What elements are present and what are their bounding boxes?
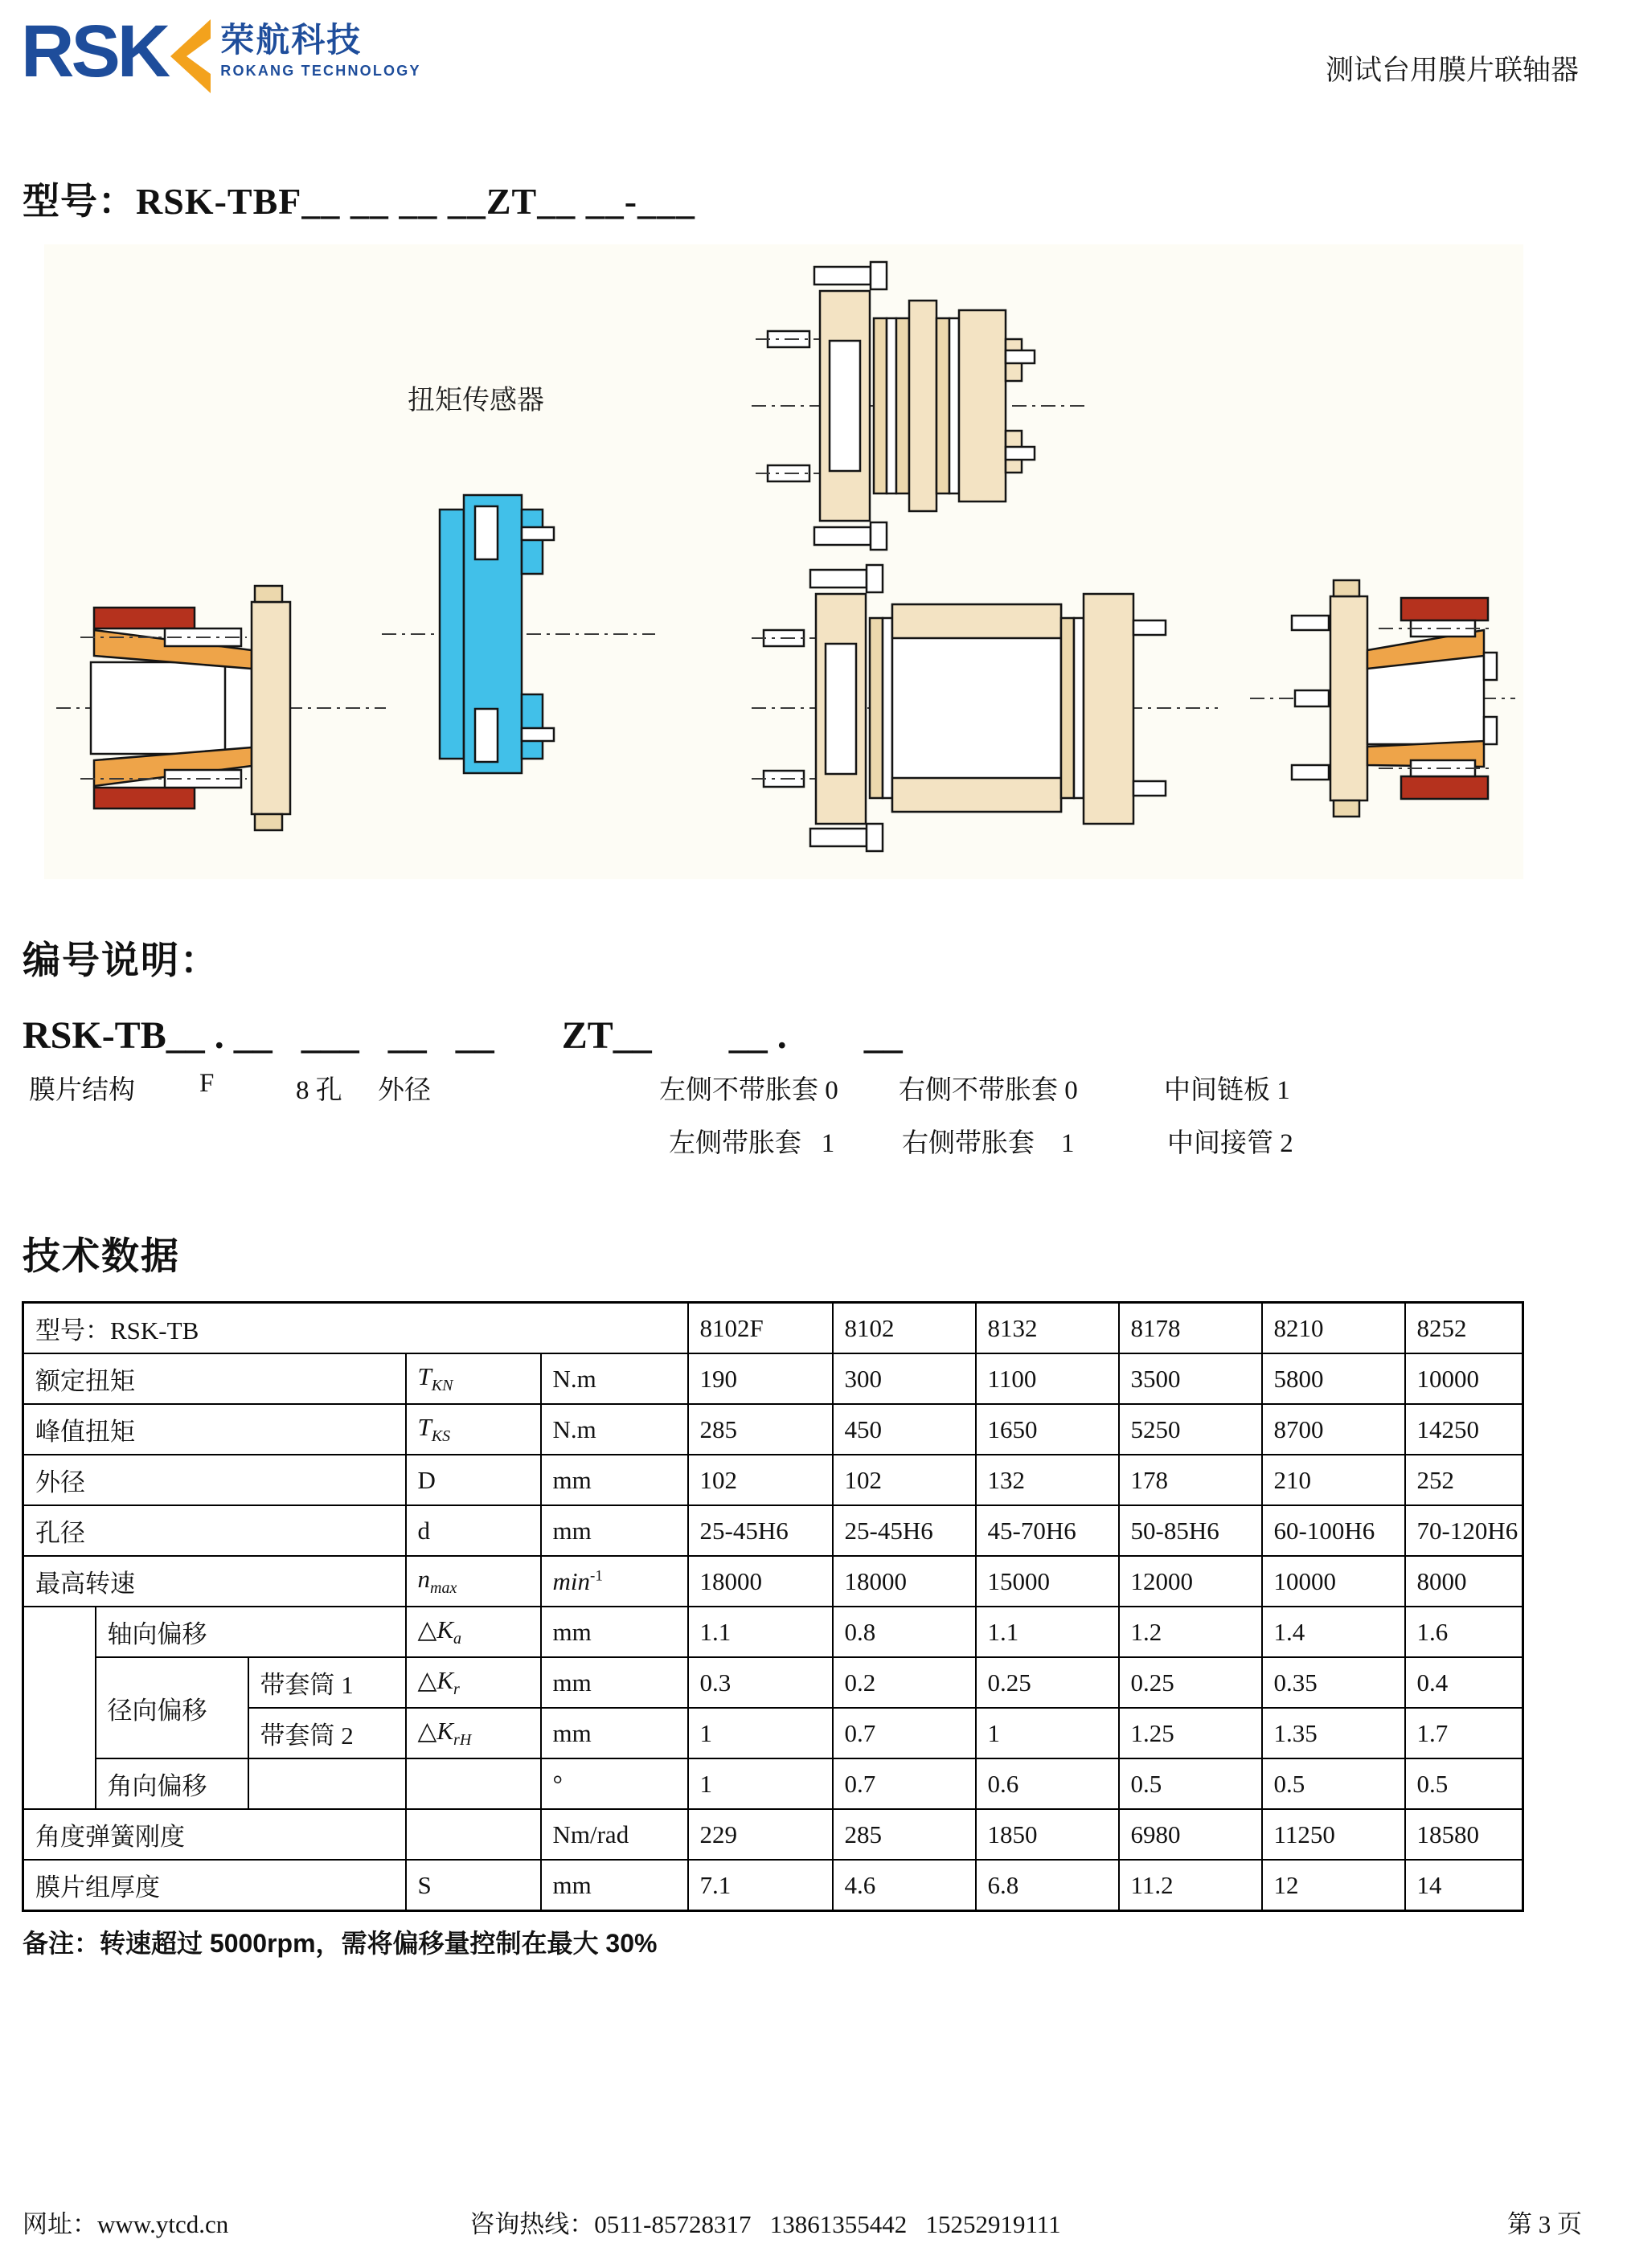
value-cell: 1650 [976, 1404, 1119, 1455]
value-cell: 3500 [1119, 1353, 1262, 1404]
anno-f: F [199, 1069, 215, 1098]
symbol-main: K [436, 1615, 454, 1644]
value-cell: 8700 [1262, 1404, 1405, 1455]
coupling-drawing-svg [44, 244, 1523, 879]
value-cell: 1.25 [1119, 1708, 1262, 1758]
model-8178: 8178 [1119, 1303, 1262, 1354]
value-cell: 0.25 [976, 1657, 1119, 1708]
row-label: 峰值扭矩 [23, 1404, 406, 1455]
table-row-models [23, 1303, 1523, 1354]
page-header [0, 0, 1627, 135]
value-cell: 1.7 [1405, 1708, 1523, 1758]
value-cell: 11.2 [1119, 1860, 1262, 1911]
value-cell: 1 [688, 1708, 833, 1758]
symbol-sub: max [430, 1579, 457, 1598]
page-footer [0, 2204, 1627, 2240]
table-row-diaphragm-thickness [23, 1860, 1523, 1911]
table-row-radial-offset-1 [23, 1657, 1523, 1708]
logo-chevron-icon [169, 19, 212, 93]
row-label: 最高转速 [23, 1556, 406, 1607]
symbol-triangle: △ [417, 1665, 437, 1694]
anno-diaphragm-structure: 膜片结构 [29, 1076, 135, 1105]
symbol-main: T [417, 1412, 432, 1441]
remark-note: 备注：转速超过 5000rpm，需将偏移量控制在最大 30% [23, 1929, 658, 1958]
value-cell: 0.25 [1119, 1657, 1262, 1708]
value-cell: 102 [833, 1455, 976, 1505]
model-8132: 8132 [976, 1303, 1119, 1354]
model-row-label: 型号：RSK-TB [23, 1303, 688, 1354]
model-8252: 8252 [1405, 1303, 1523, 1354]
unit-cell: N.m [541, 1353, 688, 1404]
value-cell: 0.8 [833, 1607, 976, 1657]
row-label-radial: 径向偏移 [96, 1657, 248, 1758]
value-cell: 190 [688, 1353, 833, 1404]
value-cell: 229 [688, 1809, 833, 1860]
value-cell: 300 [833, 1353, 976, 1404]
unit-cell: mm [541, 1657, 688, 1708]
torque-sensor-label: 扭矩传感器 [408, 386, 544, 416]
value-cell: 12000 [1119, 1556, 1262, 1607]
anno-right-with-sleeve: 右侧带胀套 1 [902, 1129, 1075, 1158]
value-cell: 102 [688, 1455, 833, 1505]
table-row-bore-diameter [23, 1505, 1523, 1556]
logo-text [220, 21, 420, 80]
value-cell: 285 [688, 1404, 833, 1455]
unit-cell: mm [541, 1607, 688, 1657]
value-cell: 252 [1405, 1455, 1523, 1505]
symbol-main: D [417, 1465, 436, 1494]
value-cell: 1.1 [688, 1607, 833, 1657]
unit-cell: mm [541, 1455, 688, 1505]
unit-cell: Nm/rad [541, 1809, 688, 1860]
value-cell: 11250 [1262, 1809, 1405, 1860]
table-row-rated-torque [23, 1353, 1523, 1404]
symbol-triangle: △ [417, 1615, 437, 1644]
value-cell: 10000 [1405, 1353, 1523, 1404]
value-cell: 8000 [1405, 1556, 1523, 1607]
symbol-dKa [406, 1607, 541, 1657]
symbol-dKr [406, 1657, 541, 1708]
value-cell: 0.5 [1405, 1758, 1523, 1809]
value-cell: 70-120H6 [1405, 1505, 1523, 1556]
symbol-sub: r [453, 1681, 460, 1699]
empty-symbol-cell [406, 1809, 541, 1860]
value-cell: 7.1 [688, 1860, 833, 1911]
value-cell: 0.3 [688, 1657, 833, 1708]
unit-cell [541, 1556, 688, 1607]
numbering-annotations [0, 1069, 1627, 1186]
numbering-heading: 编号说明： [23, 939, 219, 981]
value-cell: 18000 [833, 1556, 976, 1607]
value-cell: 1850 [976, 1809, 1119, 1860]
symbol-nmax [406, 1556, 541, 1607]
value-cell: 285 [833, 1809, 976, 1860]
unit-cell: mm [541, 1708, 688, 1758]
value-cell: 0.2 [833, 1657, 976, 1708]
value-cell: 60-100H6 [1262, 1505, 1405, 1556]
value-cell: 14250 [1405, 1404, 1523, 1455]
anno-left-no-sleeve: 左侧不带胀套 0 [659, 1076, 838, 1105]
table-row-max-speed [23, 1556, 1523, 1607]
symbol-triangle: △ [417, 1716, 437, 1745]
row-label: 孔径 [23, 1505, 406, 1556]
value-cell: 0.7 [833, 1708, 976, 1758]
value-cell: 15000 [976, 1556, 1119, 1607]
value-cell: 5250 [1119, 1404, 1262, 1455]
value-cell: 1.35 [1262, 1708, 1405, 1758]
symbol-TKN [406, 1353, 541, 1404]
unit-cell: N.m [541, 1404, 688, 1455]
value-cell: 450 [833, 1404, 976, 1455]
sub-label-sleeve1: 带套筒 1 [248, 1657, 406, 1708]
symbol-sub: KN [431, 1377, 453, 1395]
value-cell: 1.4 [1262, 1607, 1405, 1657]
row-label: 轴向偏移 [96, 1607, 406, 1657]
value-cell: 210 [1262, 1455, 1405, 1505]
logo-chinese-name: 荣航科技 [220, 21, 363, 59]
value-cell: 18000 [688, 1556, 833, 1607]
unit-main: min [552, 1566, 590, 1595]
table-row-axial-offset [23, 1607, 1523, 1657]
symbol-main: K [436, 1716, 454, 1745]
value-cell: 1.6 [1405, 1607, 1523, 1657]
row-label: 角度弹簧刚度 [23, 1809, 406, 1860]
symbol-D [406, 1455, 541, 1505]
anno-middle-plate: 中间链板 1 [1164, 1076, 1290, 1105]
anno-outer-diameter: 外径 [378, 1076, 431, 1105]
value-cell: 1100 [976, 1353, 1119, 1404]
value-cell: 0.5 [1262, 1758, 1405, 1809]
tech-data-heading: 技术数据 [23, 1234, 180, 1277]
model-8210: 8210 [1262, 1303, 1405, 1354]
symbol-main: K [436, 1665, 454, 1694]
anno-holes: 8 孔 [296, 1076, 342, 1105]
value-cell: 25-45H6 [833, 1505, 976, 1556]
value-cell: 132 [976, 1455, 1119, 1505]
anno-left-with-sleeve: 左侧带胀套 1 [669, 1129, 835, 1158]
value-cell: 0.4 [1405, 1657, 1523, 1708]
model-8102F: 8102F [688, 1303, 833, 1354]
symbol-S [406, 1860, 541, 1911]
value-cell: 25-45H6 [688, 1505, 833, 1556]
row-label: 膜片组厚度 [23, 1860, 406, 1911]
value-cell: 0.7 [833, 1758, 976, 1809]
logo-abbr: RSK [21, 10, 168, 92]
value-cell: 1.2 [1119, 1607, 1262, 1657]
value-cell: 6.8 [976, 1860, 1119, 1911]
unit-cell: mm [541, 1860, 688, 1911]
row-label: 额定扭矩 [23, 1353, 406, 1404]
value-cell: 10000 [1262, 1556, 1405, 1607]
value-cell: 5800 [1262, 1353, 1405, 1404]
table-row-peak-torque [23, 1404, 1523, 1455]
value-cell: 0.5 [1119, 1758, 1262, 1809]
numbering-code-line: RSK-TB__ . __ ___ __ __ ZT__ __ . __ [23, 1014, 903, 1057]
unit-cell: ° [541, 1758, 688, 1809]
company-logo [21, 10, 421, 93]
value-cell: 14 [1405, 1860, 1523, 1911]
tech-data-table [22, 1301, 1524, 1912]
symbol-dKrH [406, 1708, 541, 1758]
symbol-main: S [417, 1870, 432, 1899]
row-label: 外径 [23, 1455, 406, 1505]
symbol-sub: KS [431, 1427, 451, 1446]
table-row-outer-diameter [23, 1455, 1523, 1505]
anno-right-no-sleeve: 右侧不带胀套 0 [899, 1076, 1078, 1105]
value-cell: 0.35 [1262, 1657, 1405, 1708]
unit-sup: -1 [590, 1567, 603, 1585]
website-url: 网址：www.ytcd.cn [23, 2210, 229, 2238]
model-code-line: 型号：RSK-TBF__ __ __ __ZT__ __-___ [23, 181, 696, 222]
value-cell: 178 [1119, 1455, 1262, 1505]
symbol-d [406, 1505, 541, 1556]
document-title: 测试台用膜片联轴器 [1325, 55, 1579, 86]
value-cell: 1 [688, 1758, 833, 1809]
value-cell: 45-70H6 [976, 1505, 1119, 1556]
value-cell: 4.6 [833, 1860, 976, 1911]
hotline-numbers: 咨询热线：0511-85728317 13861355442 15252919111 [469, 2210, 1061, 2238]
model-8102: 8102 [833, 1303, 976, 1354]
row-label: 角向偏移 [96, 1758, 248, 1809]
value-cell: 50-85H6 [1119, 1505, 1262, 1556]
table-row-angular-stiffness [23, 1809, 1523, 1860]
offset-spacer-cell [23, 1607, 96, 1809]
empty-symbol-cell [406, 1758, 541, 1809]
sub-label-sleeve2: 带套筒 2 [248, 1708, 406, 1758]
symbol-sub: a [453, 1630, 462, 1648]
value-cell: 12 [1262, 1860, 1405, 1911]
table-row-radial-offset-2 [23, 1708, 1523, 1758]
coupling-drawing [44, 244, 1523, 879]
value-cell: 18580 [1405, 1809, 1523, 1860]
anno-middle-tube: 中间接管 2 [1167, 1129, 1293, 1158]
symbol-main: T [417, 1361, 432, 1390]
page-number: 第 3 页 [1507, 2210, 1582, 2238]
empty-cell [248, 1758, 406, 1809]
value-cell: 0.6 [976, 1758, 1119, 1809]
symbol-main: d [417, 1516, 430, 1545]
value-cell: 6980 [1119, 1809, 1262, 1860]
unit-cell: mm [541, 1505, 688, 1556]
value-cell: 1.1 [976, 1607, 1119, 1657]
logo-english-name: ROKANG TECHNOLOGY [220, 63, 421, 79]
value-cell: 1 [976, 1708, 1119, 1758]
symbol-TKS [406, 1404, 541, 1455]
symbol-sub: rH [453, 1731, 472, 1750]
symbol-main: n [417, 1564, 430, 1593]
table-row-angular-offset [23, 1758, 1523, 1809]
